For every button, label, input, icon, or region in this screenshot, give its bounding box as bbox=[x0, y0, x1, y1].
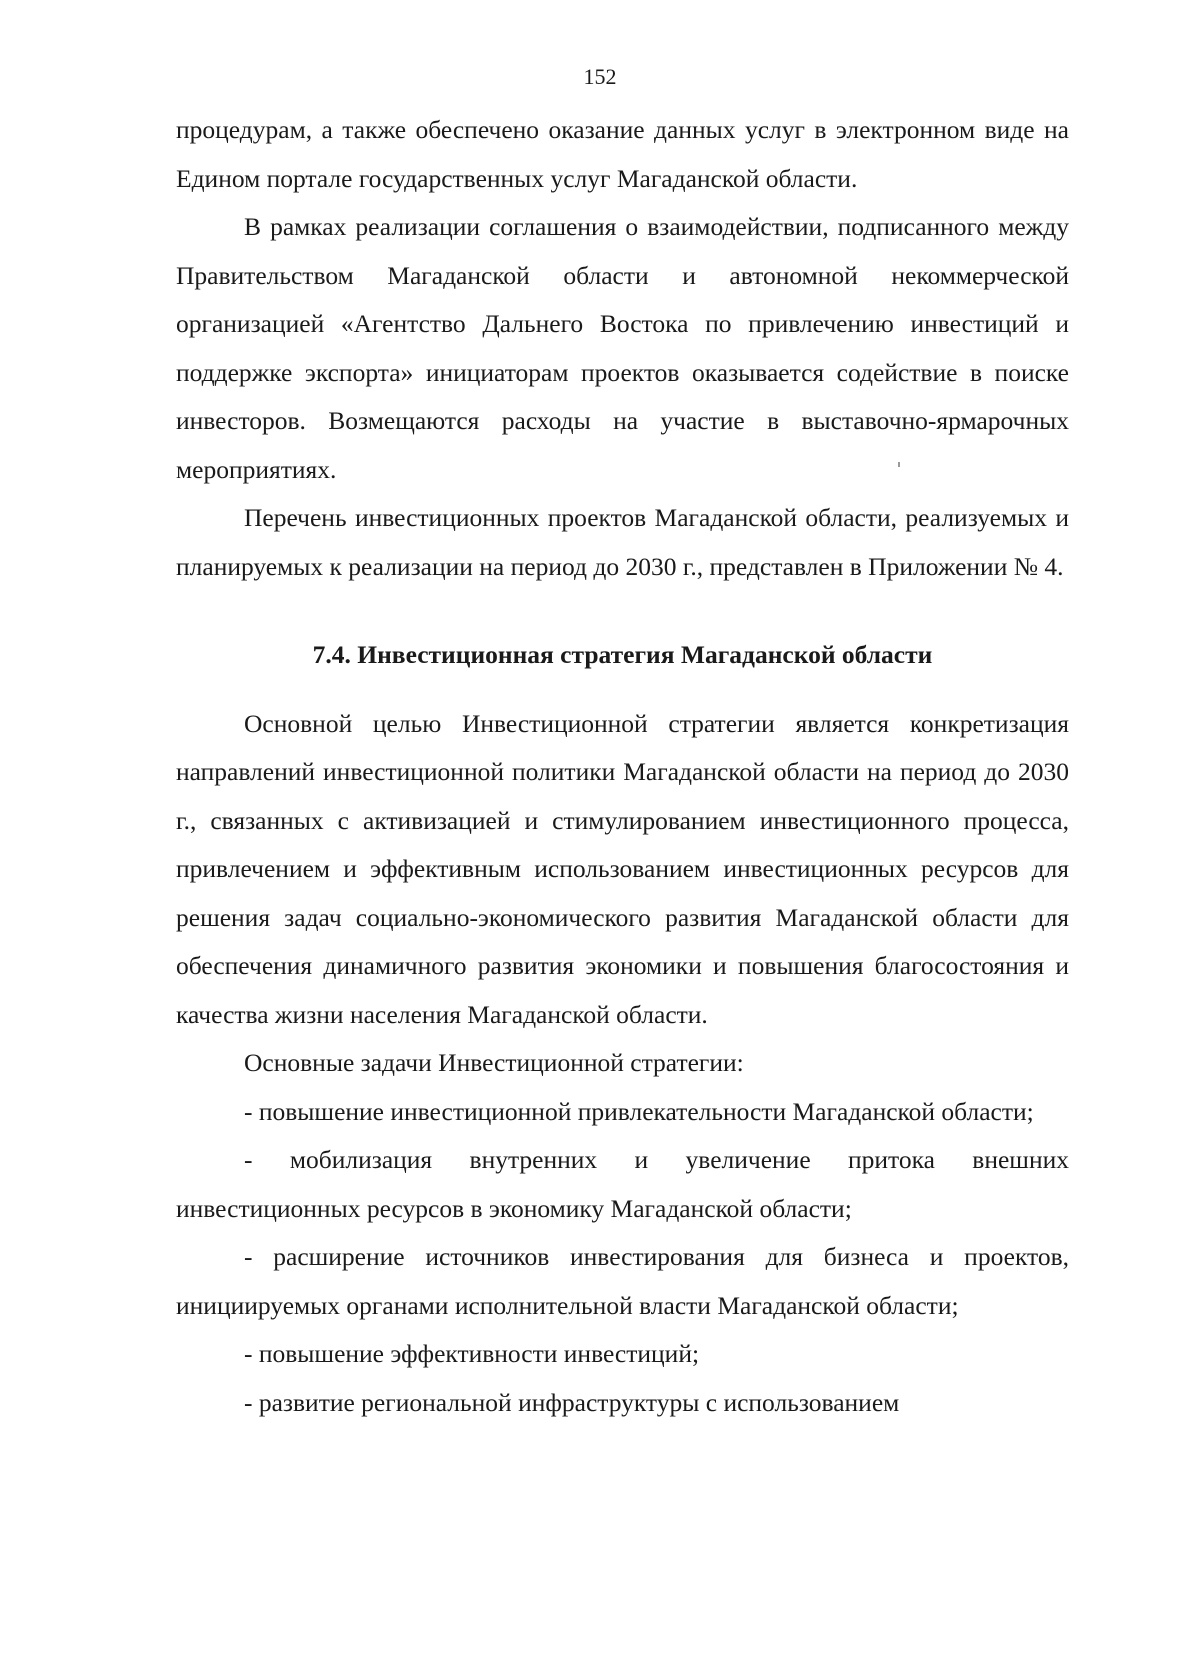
tasks-intro: Основные задачи Инвестиционной стратегии: bbox=[244, 1048, 744, 1077]
scan-speck bbox=[898, 462, 900, 467]
page-number: 152 bbox=[583, 64, 617, 89]
task-item: - мобилизация внутренних и увеличение притока внешних инвестиционных ресурсов в экономику Магаданской области; bbox=[176, 1145, 1069, 1223]
task-item: - развитие региональной инфраструктуры с использованием bbox=[244, 1387, 900, 1417]
task-item: - расширение источников инвестирования для бизнеса и проектов, инициируемых органами исполнительной власти Магаданской области; bbox=[176, 1242, 1069, 1320]
paragraph-project-list: Перечень инвестиционных проектов Магаданской области, реализуемых и планируемых к реализации на период до 2030 г., представлен в Приложении № 4. bbox=[176, 503, 1069, 581]
section-heading: 7.4. Инвестиционная стратегия Магаданской области bbox=[312, 640, 933, 669]
paragraph-strategy-goal: Основной целью Инвестиционной стратегии является конкретизация направлений инвестиционной политики Магаданской области на период до 2030 г., связанных с активизацией и стимулированием инвестиционного процесса, привлечением и эффективным использованием инвестиционных ресурсов для решения задач социально-экономического развития Магаданской области для обеспечения динамичного развития экономики и повышения благосостояния и качества жизни населения Магаданской области. bbox=[176, 708, 1069, 1029]
paragraph-continuation: процедурам, а также обеспечено оказание данных услуг в электронном виде на Едином портале государственных услуг Магаданской области. bbox=[176, 115, 1069, 193]
task-item: - повышение инвестиционной привлекательности Магаданской области; bbox=[244, 1096, 1034, 1126]
paragraph-agreement: В рамках реализации соглашения о взаимодействии, подписанного между Правительством Магаданской области и автономной некоммерческой организацией «Агентство Дальнего Востока по привлечению инвестиций и поддержке экспорта» инициаторам проектов оказывается содействие в поиске инвесторов. Возмещаются расходы на участие в выставочно-ярмарочных мероприятиях. bbox=[176, 212, 1069, 484]
document-body bbox=[176, 106, 1069, 1427]
task-item: - повышение эффективности инвестиций; bbox=[244, 1339, 700, 1368]
